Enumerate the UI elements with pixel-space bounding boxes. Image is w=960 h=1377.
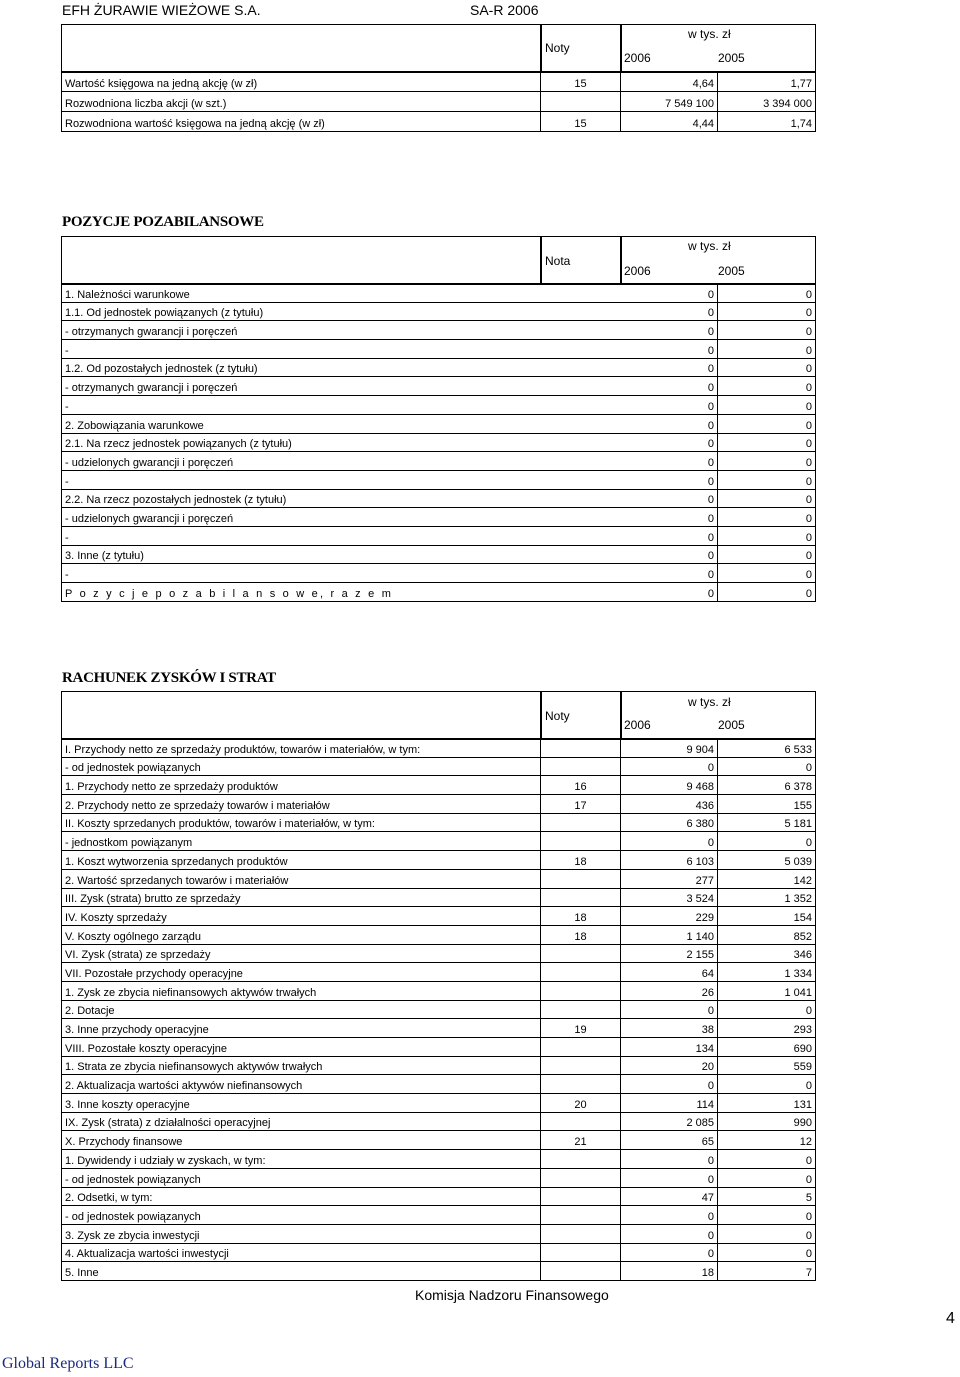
row-value-2005: 131	[718, 1094, 816, 1113]
row-label: 2. Odsetki, w tym:	[62, 1187, 541, 1206]
table-row	[62, 1038, 816, 1057]
row-value-2006: 38	[621, 1019, 718, 1038]
row-label: 4. Aktualizacja wartości inwestycji	[62, 1243, 541, 1262]
table-row	[62, 340, 816, 359]
row-value-2005: 0	[718, 526, 816, 545]
row-label-and-2006	[62, 284, 718, 303]
row-value-2005: 0	[718, 757, 816, 776]
table-row	[62, 1206, 816, 1225]
row-value-2006: 6 103	[621, 851, 718, 870]
row-value-2006: 3 524	[621, 888, 718, 907]
off-balance-nota-label: Nota	[545, 254, 571, 268]
table-row	[62, 545, 816, 564]
row-label: 1. Przychody netto ze sprzedaży produktów	[62, 776, 541, 795]
row-note: 17	[541, 795, 621, 814]
off-balance-table	[61, 283, 816, 602]
row-label: 3. Inne przychody operacyjne	[62, 1019, 541, 1038]
row-value-2005: 990	[718, 1112, 816, 1131]
row-label: 2. Zobowiązania warunkowe	[65, 419, 204, 432]
row-label-and-2006	[62, 526, 718, 545]
row-note: 15	[541, 72, 621, 92]
row-label-and-2006	[62, 302, 718, 321]
table-row	[62, 1000, 816, 1019]
book-value-notes-label: Noty	[545, 41, 570, 55]
company-name: EFH ŻURAWIE WIEŻOWE S.A.	[62, 2, 261, 18]
row-label-and-2006	[62, 321, 718, 340]
row-value-2006: 0	[621, 1206, 718, 1225]
row-value-2006: 229	[621, 907, 718, 926]
row-label: VIII. Pozostałe koszty operacyjne	[62, 1038, 541, 1057]
row-value-2006: 2 085	[621, 1112, 718, 1131]
row-value-2006: 0	[707, 288, 714, 301]
row-value-2006: 0	[707, 475, 714, 488]
table-row	[62, 112, 816, 132]
row-value-2006: 277	[621, 869, 718, 888]
row-label: -	[65, 569, 69, 581]
row-value-2006: 0	[707, 438, 714, 451]
row-value-2006: 0	[707, 382, 714, 395]
row-label: 1.2. Od pozostałych jednostek (z tytułu)	[65, 363, 258, 376]
row-label-and-2006	[62, 545, 718, 564]
book-value-header-left	[61, 24, 542, 73]
row-label: 3. Inne (z tytułu)	[65, 550, 144, 563]
row-value-2005: 0	[718, 1000, 816, 1019]
row-value-2005: 0	[718, 832, 816, 851]
row-value-2006: 9 468	[621, 776, 718, 795]
row-value-2006: 0	[707, 456, 714, 469]
row-value-2005: 0	[718, 1075, 816, 1094]
row-label: X. Przychody finansowe	[62, 1131, 541, 1150]
row-value-2005: 142	[718, 869, 816, 888]
row-label-and-2006	[62, 433, 718, 452]
row-label: - od jednostek powiązanych	[62, 1168, 541, 1187]
row-label: IV. Koszty sprzedaży	[62, 907, 541, 926]
row-value-2006: 0	[621, 1150, 718, 1169]
row-value-2005: 5 039	[718, 851, 816, 870]
page-number: 4	[946, 1310, 955, 1327]
row-label: 1. Strata ze zbycia niefinansowych aktywów trwałych	[62, 1056, 541, 1075]
row-label: - od jednostek powiązanych	[62, 1206, 541, 1225]
table-row	[62, 944, 816, 963]
row-label: VI. Zysk (strata) ze sprzedaży	[62, 944, 541, 963]
table-row	[62, 1019, 816, 1038]
row-note	[541, 1075, 621, 1094]
row-value-2005: 852	[718, 925, 816, 944]
table-row	[62, 1112, 816, 1131]
row-value-2006: 0	[621, 832, 718, 851]
book-value-unit: w tys. zł	[688, 27, 731, 41]
table-row	[62, 526, 816, 545]
row-label: 2. Aktualizacja wartości aktywów niefinansowych	[62, 1075, 541, 1094]
row-note	[541, 813, 621, 832]
row-label-and-2006	[62, 377, 718, 396]
table-row	[62, 795, 816, 814]
row-label: VII. Pozostałe przychody operacyjne	[62, 963, 541, 982]
income-header-left	[61, 691, 542, 740]
row-note	[541, 757, 621, 776]
row-note: 16	[541, 776, 621, 795]
table-row	[62, 92, 816, 112]
row-label: Wartość księgowa na jedną akcję (w zł)	[62, 72, 541, 92]
row-note: 18	[541, 925, 621, 944]
row-label: 2.2. Na rzecz pozostałych jednostek (z tytułu)	[65, 494, 287, 507]
row-label: 1. Należności warunkowe	[65, 288, 190, 301]
table-row	[62, 813, 816, 832]
row-value-2006: 9 904	[621, 739, 718, 758]
row-note	[541, 1000, 621, 1019]
row-label: -	[65, 475, 69, 488]
table-row	[62, 981, 816, 1000]
row-note	[541, 1150, 621, 1169]
row-value-2005: 0	[718, 545, 816, 564]
row-value-2005: 0	[718, 583, 816, 602]
row-value-2005: 0	[718, 1206, 816, 1225]
off-balance-year-2005: 2005	[718, 264, 745, 278]
row-value-2005: 559	[718, 1056, 816, 1075]
row-value-2005: 154	[718, 907, 816, 926]
row-value-2006: 0	[707, 363, 714, 376]
row-note: 19	[541, 1019, 621, 1038]
row-value-2006: 0	[707, 494, 714, 507]
table-row	[62, 72, 816, 92]
row-value-2005: 0	[718, 1224, 816, 1243]
row-value-2006: 26	[621, 981, 718, 1000]
row-label-and-2006	[62, 470, 718, 489]
row-value-2005: 0	[718, 284, 816, 303]
table-row	[62, 321, 816, 340]
table-row	[62, 1187, 816, 1206]
table-row	[62, 907, 816, 926]
row-label: 2. Wartość sprzedanych towarów i materiałów	[62, 869, 541, 888]
row-label: - otrzymanych gwarancji i poręczeń	[65, 382, 238, 395]
row-label: IX. Zysk (strata) z działalności operacyjnej	[62, 1112, 541, 1131]
row-value-2005: 12	[718, 1131, 816, 1150]
row-note	[541, 1187, 621, 1206]
table-row	[62, 433, 816, 452]
row-value-2006: 2 155	[621, 944, 718, 963]
row-label: - otrzymanych gwarancji i poręczeń	[65, 326, 238, 339]
row-value-2006: 0	[621, 1243, 718, 1262]
row-value-2005: 1 041	[718, 981, 816, 1000]
table-row	[62, 302, 816, 321]
row-label-and-2006	[62, 452, 718, 471]
row-value-2005: 0	[718, 340, 816, 359]
row-label: II. Koszty sprzedanych produktów, towarów i materiałów, w tym:	[62, 813, 541, 832]
row-value-2005: 0	[718, 452, 816, 471]
row-label-and-2006	[62, 358, 718, 377]
row-value-2006: 0	[707, 550, 714, 563]
row-value-2005: 5 181	[718, 813, 816, 832]
income-year-2006: 2006	[624, 718, 651, 732]
row-value-2006: 436	[621, 795, 718, 814]
row-value-2005: 155	[718, 795, 816, 814]
table-row	[62, 757, 816, 776]
row-value-2006: 0	[707, 344, 714, 357]
row-value-2005: 0	[718, 302, 816, 321]
row-note	[541, 1206, 621, 1225]
row-value-2005: 1,74	[718, 112, 816, 132]
row-label: P o z y c j e p o z a b i l a n s o w e, r a z e m	[65, 587, 394, 600]
row-value-2005: 690	[718, 1038, 816, 1057]
row-label: -	[65, 531, 69, 544]
row-label: V. Koszty ogólnego zarządu	[62, 925, 541, 944]
table-row	[62, 832, 816, 851]
row-label-and-2006	[62, 583, 718, 602]
income-table	[61, 738, 816, 1281]
row-value-2006: 0	[621, 1224, 718, 1243]
table-row	[62, 851, 816, 870]
row-label: 1. Koszt wytworzenia sprzedanych produktów	[62, 851, 541, 870]
row-value-2006: 18	[621, 1262, 718, 1281]
row-value-2006: 20	[621, 1056, 718, 1075]
table-row	[62, 1224, 816, 1243]
row-value-2005: 346	[718, 944, 816, 963]
row-value-2006: 6 380	[621, 813, 718, 832]
row-value-2006: 65	[621, 1131, 718, 1150]
off-balance-year-2006: 2006	[624, 264, 651, 278]
row-label: Rozwodniona wartość księgowa na jedną akcję (w zł)	[62, 112, 541, 132]
row-note	[541, 888, 621, 907]
row-label-and-2006	[62, 414, 718, 433]
table-row	[62, 739, 816, 758]
row-value-2006: 4,64	[621, 72, 718, 92]
row-label-and-2006	[62, 564, 718, 583]
row-value-2006: 0	[707, 512, 714, 525]
table-row	[62, 564, 816, 583]
row-value-2005: 0	[718, 508, 816, 527]
row-value-2006: 114	[621, 1094, 718, 1113]
footer-regulator: Komisja Nadzoru Finansowego	[415, 1287, 609, 1303]
table-row	[62, 470, 816, 489]
row-value-2006: 7 549 100	[621, 92, 718, 112]
book-value-year-2006: 2006	[624, 51, 651, 65]
table-row	[62, 1262, 816, 1281]
table-row	[62, 414, 816, 433]
row-value-2006: 134	[621, 1038, 718, 1057]
row-value-2005: 6 533	[718, 739, 816, 758]
row-value-2006: 0	[621, 1075, 718, 1094]
row-value-2006: 0	[707, 307, 714, 320]
row-note	[541, 832, 621, 851]
row-value-2005: 0	[718, 433, 816, 452]
row-note	[541, 981, 621, 1000]
row-note: 20	[541, 1094, 621, 1113]
row-note	[541, 1056, 621, 1075]
row-value-2006: 0	[621, 1000, 718, 1019]
book-value-year-2005: 2005	[718, 51, 745, 65]
row-value-2006: 0	[621, 757, 718, 776]
row-note	[541, 1262, 621, 1281]
row-label: III. Zysk (strata) brutto ze sprzedaży	[62, 888, 541, 907]
row-label: - od jednostek powiązanych	[62, 757, 541, 776]
row-value-2005: 0	[718, 470, 816, 489]
row-value-2006: 0	[707, 531, 714, 544]
table-row	[62, 776, 816, 795]
report-name: SA-R 2006	[470, 2, 539, 18]
row-label: - udzielonych gwarancji i poręczeń	[65, 512, 234, 525]
row-note: 21	[541, 1131, 621, 1150]
table-row	[62, 358, 816, 377]
income-title: RACHUNEK ZYSKÓW I STRAT	[62, 670, 276, 686]
table-row	[62, 377, 816, 396]
row-value-2005: 1,77	[718, 72, 816, 92]
table-row	[62, 1131, 816, 1150]
row-label-and-2006	[62, 396, 718, 415]
table-row	[62, 284, 816, 303]
row-note	[541, 963, 621, 982]
row-value-2005: 1 352	[718, 888, 816, 907]
row-value-2005: 0	[718, 1150, 816, 1169]
row-value-2005: 3 394 000	[718, 92, 816, 112]
row-value-2005: 0	[718, 1168, 816, 1187]
row-label: Rozwodniona liczba akcji (w szt.)	[62, 92, 541, 112]
table-row	[62, 1243, 816, 1262]
row-value-2005: 0	[718, 489, 816, 508]
row-note	[541, 944, 621, 963]
off-balance-unit: w tys. zł	[688, 239, 731, 253]
row-value-2006: 0	[621, 1168, 718, 1187]
table-row	[62, 508, 816, 527]
row-label: 1. Zysk ze zbycia niefinansowych aktywów trwałych	[62, 981, 541, 1000]
row-value-2006: 4,44	[621, 112, 718, 132]
table-row	[62, 1150, 816, 1169]
row-value-2005: 5	[718, 1187, 816, 1206]
row-value-2006: 0	[707, 587, 714, 600]
income-year-2005: 2005	[718, 718, 745, 732]
row-note: 18	[541, 851, 621, 870]
row-value-2005: 6 378	[718, 776, 816, 795]
row-label: -	[65, 344, 69, 357]
row-label: 1. Dywidendy i udziały w zyskach, w tym:	[62, 1150, 541, 1169]
row-value-2005: 0	[718, 414, 816, 433]
row-label: 5. Inne	[62, 1262, 541, 1281]
row-note: 18	[541, 907, 621, 926]
row-value-2005: 0	[718, 396, 816, 415]
row-value-2005: 0	[718, 377, 816, 396]
table-row	[62, 1056, 816, 1075]
table-row	[62, 1094, 816, 1113]
footer-brand: Global Reports LLC	[2, 1355, 134, 1372]
row-value-2005: 1 334	[718, 963, 816, 982]
row-note	[541, 1243, 621, 1262]
row-note	[541, 92, 621, 112]
table-row	[62, 888, 816, 907]
row-label: 2.1. Na rzecz jednostek powiązanych (z tytułu)	[65, 438, 292, 451]
table-row	[62, 925, 816, 944]
book-value-table	[61, 71, 816, 132]
row-label-and-2006	[62, 508, 718, 527]
row-label: -	[65, 400, 69, 413]
row-label: 1.1. Od jednostek powiązanych (z tytułu)	[65, 307, 264, 320]
table-row	[62, 1075, 816, 1094]
row-label: - udzielonych gwarancji i poręczeń	[65, 456, 234, 469]
row-label: 2. Dotacje	[62, 1000, 541, 1019]
row-value-2005: 0	[718, 321, 816, 340]
income-notes-label: Noty	[545, 709, 570, 723]
row-label: - jednostkom powiązanym	[62, 832, 541, 851]
row-note: 15	[541, 112, 621, 132]
row-value-2005: 293	[718, 1019, 816, 1038]
row-value-2005: 0	[718, 1243, 816, 1262]
row-label: 2. Przychody netto ze sprzedaży towarów i materiałów	[62, 795, 541, 814]
row-value-2006: 0	[707, 419, 714, 432]
row-label: I. Przychody netto ze sprzedaży produktów, towarów i materiałów, w tym:	[62, 739, 541, 758]
row-note	[541, 739, 621, 758]
row-label: 3. Inne koszty operacyjne	[62, 1094, 541, 1113]
row-label-and-2006	[62, 489, 718, 508]
table-row	[62, 489, 816, 508]
row-note	[541, 1038, 621, 1057]
row-value-2005: 7	[718, 1262, 816, 1281]
row-value-2006: 0	[707, 400, 714, 413]
row-value-2005: 0	[718, 358, 816, 377]
table-row	[62, 1168, 816, 1187]
row-value-2006: 0	[707, 326, 714, 339]
table-row	[62, 963, 816, 982]
row-value-2006: 1 140	[621, 925, 718, 944]
row-note	[541, 1224, 621, 1243]
table-row	[62, 583, 816, 602]
income-unit: w tys. zł	[688, 695, 731, 709]
table-row	[62, 396, 816, 415]
table-row	[62, 452, 816, 471]
off-balance-title: POZYCJE POZABILANSOWE	[62, 214, 264, 230]
row-value-2006: 0	[707, 569, 714, 581]
off-balance-header-left	[61, 236, 542, 285]
row-value-2006: 47	[621, 1187, 718, 1206]
row-label-and-2006	[62, 340, 718, 359]
row-note	[541, 1168, 621, 1187]
row-value-2006: 64	[621, 963, 718, 982]
row-note	[541, 869, 621, 888]
table-row	[62, 869, 816, 888]
row-label: 3. Zysk ze zbycia inwestycji	[62, 1224, 541, 1243]
row-note	[541, 1112, 621, 1131]
row-value-2005: 0	[718, 564, 816, 583]
